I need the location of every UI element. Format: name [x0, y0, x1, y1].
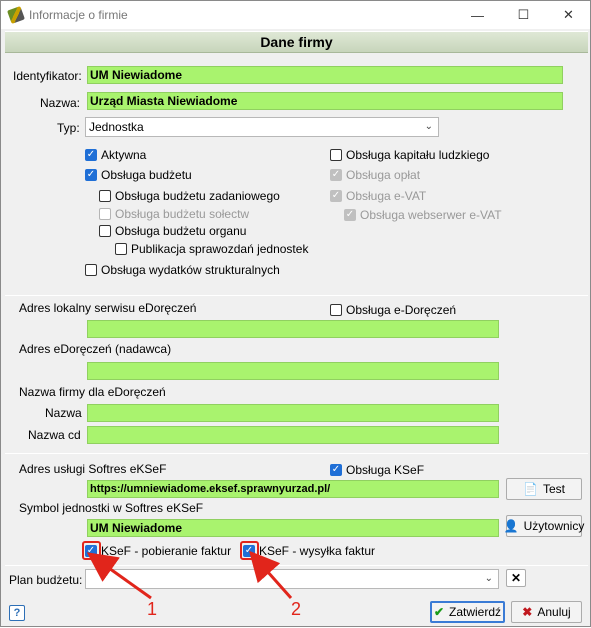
highlight-box-1 — [82, 541, 101, 560]
ksef-pobieranie-label: KSeF - pobieranie faktur — [101, 544, 232, 558]
ksef-wysylka-label: KSeF - wysyłka faktur — [259, 544, 376, 558]
check-icon: ✓ — [86, 169, 96, 180]
identyfikator-field[interactable]: UM Niewiadome — [87, 66, 563, 84]
edoreczen-checkbox[interactable] — [330, 303, 456, 317]
kapital-ludzki-checkbox[interactable] — [330, 148, 489, 162]
obsluga-budzetu-label: Obsługa budżetu — [101, 168, 192, 182]
divider — [5, 295, 588, 296]
chevron-down-icon: ⌄ — [424, 121, 433, 132]
ksef-wysylka-checkbox[interactable] — [243, 544, 375, 558]
x-icon: ✖ — [522, 605, 533, 619]
budzet-solectw-label: Obsługa budżetu sołectw — [115, 207, 250, 221]
budzet-zadaniowy-label: Obsługa budżetu zadaniowego — [115, 189, 280, 203]
ksef-label: Obsługa KSeF — [346, 463, 425, 477]
window-title: Informacje o firmie — [29, 8, 128, 22]
help-icon[interactable]: ? — [9, 605, 25, 621]
check-icon: ✓ — [345, 209, 355, 220]
checkbox-box — [99, 190, 111, 202]
ksef-adres-label: Adres usługi Softres eKSeF — [19, 462, 167, 476]
budzet-solectw-checkbox[interactable] — [99, 207, 249, 221]
plan-select[interactable] — [85, 569, 499, 589]
user-icon: 👤 — [503, 519, 519, 533]
nazwa-field[interactable]: Urząd Miasta Niewiadome — [87, 92, 563, 110]
evat-label: Obsługa e-VAT — [346, 189, 427, 203]
check-icon: ✓ — [331, 464, 341, 475]
clear-plan-icon[interactable]: ✕ — [506, 569, 526, 587]
section-header: Dane firmy — [5, 31, 588, 53]
check-icon: ✓ — [86, 149, 96, 160]
checkbox-box — [330, 304, 342, 316]
oplat-checkbox[interactable] — [330, 168, 420, 182]
highlight-box-2 — [240, 541, 259, 560]
close-icon[interactable]: ✕ — [563, 7, 574, 22]
checkbox-box — [115, 243, 127, 255]
ksef-symbol-label: Symbol jednostki w Softres eKSeF — [19, 501, 204, 515]
check-icon: ✓ — [331, 190, 341, 201]
identyfikator-label: Identyfikator: — [13, 69, 82, 83]
edor-nazwa-label: Nazwa — [45, 406, 82, 420]
obsluga-budzetu-checkbox[interactable] — [85, 168, 192, 182]
wydatki-strukturalne-checkbox[interactable] — [85, 263, 280, 277]
check-icon: ✓ — [244, 545, 254, 556]
cancel-button-label: Anuluj — [537, 605, 571, 619]
budzet-organu-label: Obsługa budżetu organu — [115, 224, 247, 238]
document-icon: 📄 — [523, 482, 538, 496]
ksef-pobieranie-checkbox[interactable] — [85, 544, 231, 558]
annotation-label-1: 1 — [147, 599, 158, 619]
aktywna-label: Aktywna — [101, 148, 147, 162]
users-button[interactable] — [503, 515, 585, 537]
evat-checkbox[interactable] — [330, 189, 426, 203]
ksef-symbol-field[interactable]: UM Niewiadome — [87, 519, 499, 537]
budzet-organu-checkbox[interactable] — [99, 224, 246, 238]
webserwer-evat-label: Obsługa webserwer e-VAT — [360, 208, 502, 222]
title-bar — [1, 1, 590, 29]
checkbox-box — [85, 264, 97, 276]
plan-label: Plan budżetu: — [9, 573, 83, 587]
adres-lokalny-field[interactable] — [87, 320, 499, 338]
checkbox-box — [99, 208, 111, 220]
budzet-zadaniowy-checkbox[interactable] — [99, 189, 280, 203]
divider — [5, 453, 588, 454]
adres-lokalny-label: Adres lokalny serwisu eDoręczeń — [19, 301, 197, 315]
oplat-label: Obsługa opłat — [346, 168, 421, 182]
check-icon: ✔ — [433, 605, 445, 619]
adres-nadawca-field[interactable] — [87, 362, 499, 380]
nazwa-label: Nazwa: — [40, 96, 81, 110]
test-button[interactable] — [506, 478, 582, 500]
typ-select-value: Jednostka — [89, 120, 144, 134]
checkbox-box — [99, 225, 111, 237]
ksef-adres-field[interactable]: https://umniewiadome.eksef.sprawnyurzad.pl/ — [87, 480, 499, 498]
checkbox-box — [330, 149, 342, 161]
webserwer-evat-checkbox[interactable] — [344, 208, 502, 222]
ksef-checkbox[interactable] — [330, 463, 424, 477]
edor-nazwa-cd-label: Nazwa cd — [28, 428, 81, 442]
typ-label: Typ: — [57, 121, 80, 135]
app-icon — [7, 6, 25, 24]
confirm-button[interactable] — [430, 601, 505, 623]
typ-select[interactable] — [85, 117, 439, 137]
minimize-icon[interactable]: — — [471, 7, 484, 23]
check-icon: ✓ — [331, 169, 341, 180]
annotation-label-2: 2 — [291, 599, 302, 619]
publikacja-label: Publikacja sprawozdań jednostek — [131, 242, 309, 256]
nazwa-firmy-label: Nazwa firmy dla eDoręczeń — [19, 385, 166, 399]
test-button-label: Test — [542, 482, 565, 496]
adres-nadawca-label: Adres eDoręczeń (nadawca) — [19, 342, 172, 356]
publikacja-checkbox[interactable] — [115, 242, 308, 256]
edor-nazwa-field[interactable] — [87, 404, 499, 422]
confirm-button-label: Zatwierdź — [449, 605, 502, 619]
check-icon: ✓ — [86, 545, 96, 556]
edor-nazwa-cd-field[interactable] — [87, 426, 499, 444]
kapital-ludzki-label: Obsługa kapitału ludzkiego — [346, 148, 490, 162]
edoreczen-label: Obsługa e-Doręczeń — [346, 303, 457, 317]
aktywna-checkbox[interactable] — [85, 148, 146, 162]
users-button-label: Użytownicy — [523, 519, 585, 533]
wydatki-strukturalne-label: Obsługa wydatków strukturalnych — [101, 263, 280, 277]
divider — [5, 565, 588, 566]
chevron-down-icon: ⌄ — [484, 573, 493, 584]
cancel-button[interactable] — [511, 601, 582, 623]
maximize-icon[interactable]: ☐ — [517, 7, 530, 22]
